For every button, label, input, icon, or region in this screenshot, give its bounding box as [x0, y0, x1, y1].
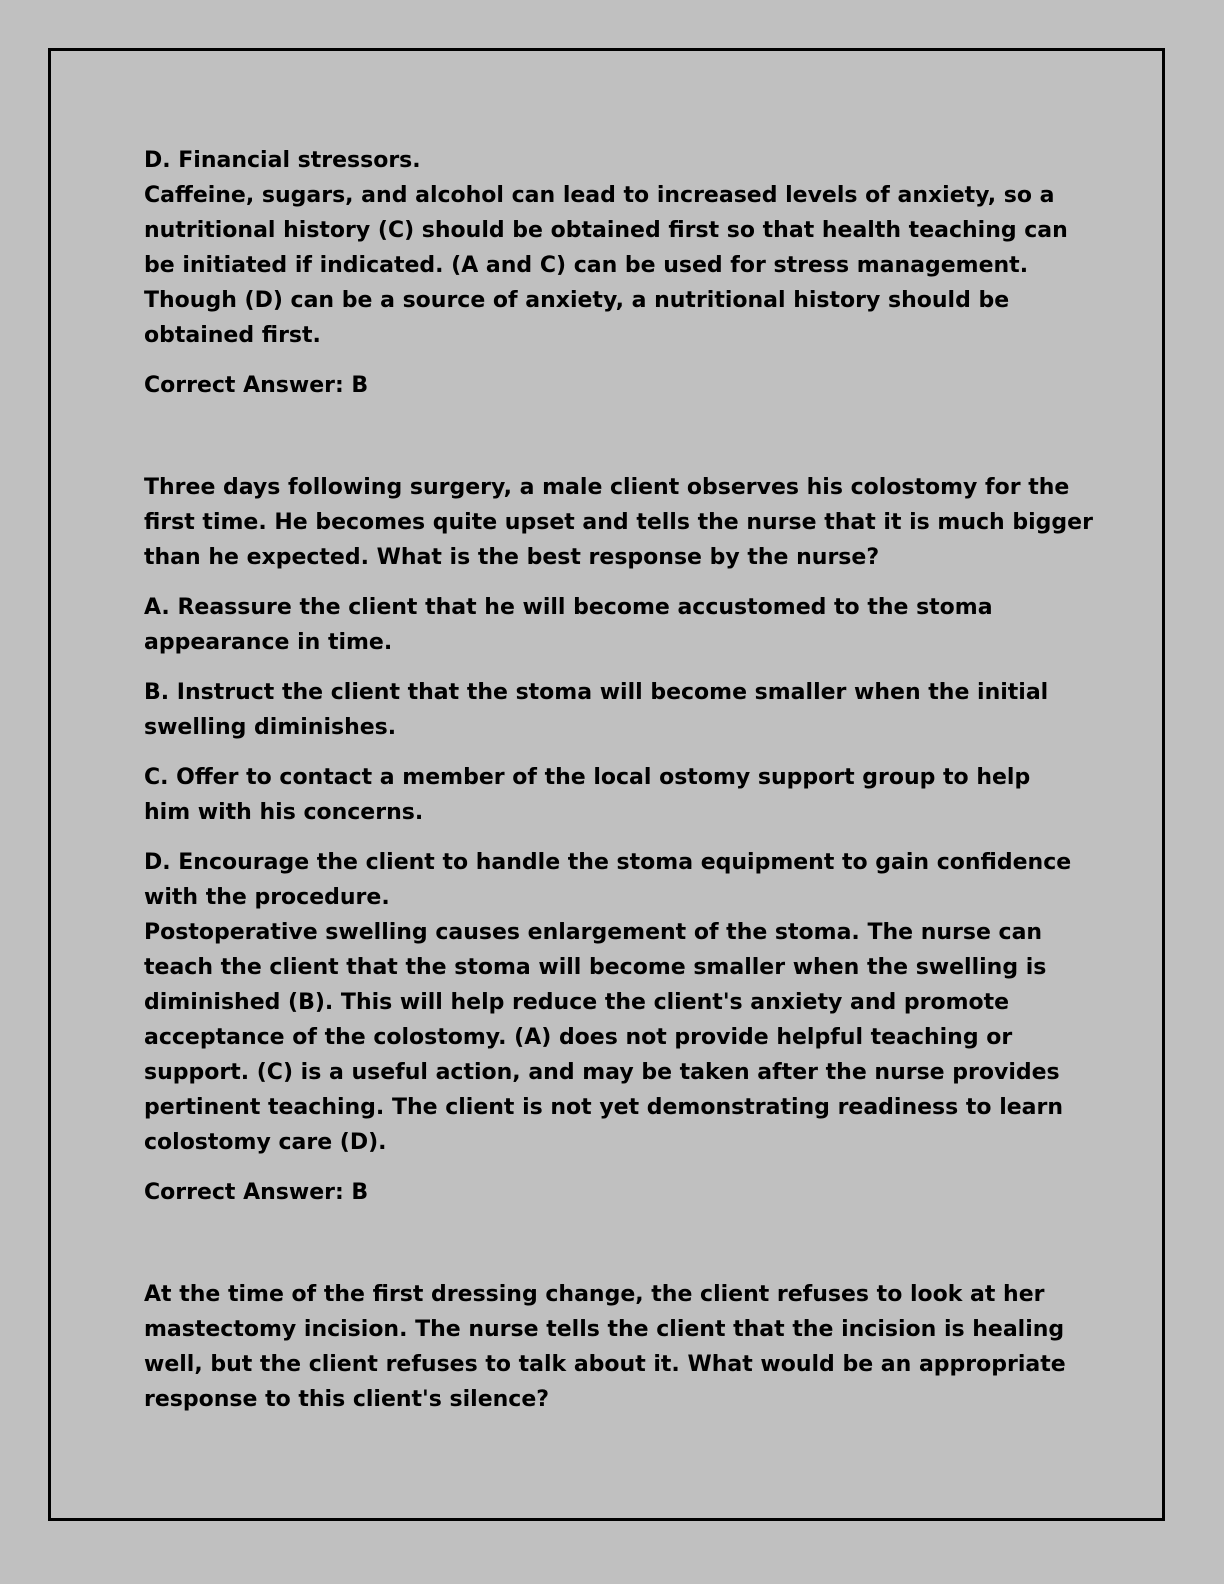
- option-line: C. Offer to contact a member of the local ostomy support group to help: [144, 765, 1031, 790]
- question-line: mastectomy incision. The nurse tells the client that the incision is healing: [144, 1317, 1065, 1342]
- rationale-line: nutritional history (C) should be obtained first so that health teaching can: [144, 218, 1068, 243]
- rationale-line: obtained first.: [144, 323, 321, 348]
- rationale: [144, 915, 1084, 1160]
- rationale-line: acceptance of the colostomy. (A) does not provide helpful teaching or: [144, 1025, 1013, 1050]
- rationale-line: diminished (B). This will help reduce the client's anxiety and promote: [144, 990, 1010, 1015]
- question-text: [144, 1277, 1084, 1417]
- correct-answer: Correct Answer: B: [144, 1180, 369, 1205]
- rationale-line: pertinent teaching. The client is not yet demonstrating readiness to learn: [144, 1095, 1064, 1120]
- rationale-line: Caffeine, sugars, and alcohol can lead to increased levels of anxiety, so a: [144, 183, 1055, 208]
- option-line: swelling diminishes.: [144, 715, 397, 740]
- option-d: D. Financial stressors.: [144, 148, 421, 173]
- question-line: than he expected. What is the best response by the nurse?: [144, 545, 880, 570]
- option-line: D. Encourage the client to handle the stoma equipment to gain confidence: [144, 850, 1072, 875]
- rationale-line: colostomy care (D).: [144, 1130, 387, 1155]
- option-line: him with his concerns.: [144, 800, 424, 825]
- correct-answer: Correct Answer: B: [144, 373, 369, 398]
- question-block-2: [144, 470, 1093, 1210]
- question-line: response to this client's silence?: [144, 1387, 550, 1412]
- rationale: [144, 178, 1084, 353]
- question-line: Three days following surgery, a male client observes his colostomy for the: [144, 475, 1070, 500]
- question-line: At the time of the first dressing change, the client refuses to look at her: [144, 1282, 1045, 1307]
- option-b: [144, 675, 1084, 745]
- option-line: appearance in time.: [144, 630, 393, 655]
- document-content: [144, 143, 1093, 1417]
- rationale-line: Though (D) can be a source of anxiety, a nutritional history should be: [144, 288, 1010, 313]
- rationale-line: support. (C) is a useful action, and may be taken after the nurse provides: [144, 1060, 1060, 1085]
- question-block-1: [144, 143, 1084, 403]
- question-text: [144, 470, 1093, 575]
- rationale-line: be initiated if indicated. (A and C) can be used for stress management.: [144, 253, 1029, 278]
- rationale-line: Postoperative swelling causes enlargement of the stoma. The nurse can: [144, 920, 1043, 945]
- option-line: B. Instruct the client that the stoma will become smaller when the initial: [144, 680, 1049, 705]
- option-line: with the procedure.: [144, 885, 390, 910]
- option-c: [144, 760, 1084, 830]
- option-a: [144, 590, 1084, 660]
- option-d: [144, 845, 1084, 915]
- question-line: first time. He becomes quite upset and tells the nurse that it is much bigger: [144, 510, 1093, 535]
- question-line: well, but the client refuses to talk about it. What would be an appropriate: [144, 1352, 1066, 1377]
- option-line: A. Reassure the client that he will become accustomed to the stoma: [144, 595, 993, 620]
- question-block-3: [144, 1277, 1084, 1417]
- rationale-line: teach the client that the stoma will become smaller when the swelling is: [144, 955, 1047, 980]
